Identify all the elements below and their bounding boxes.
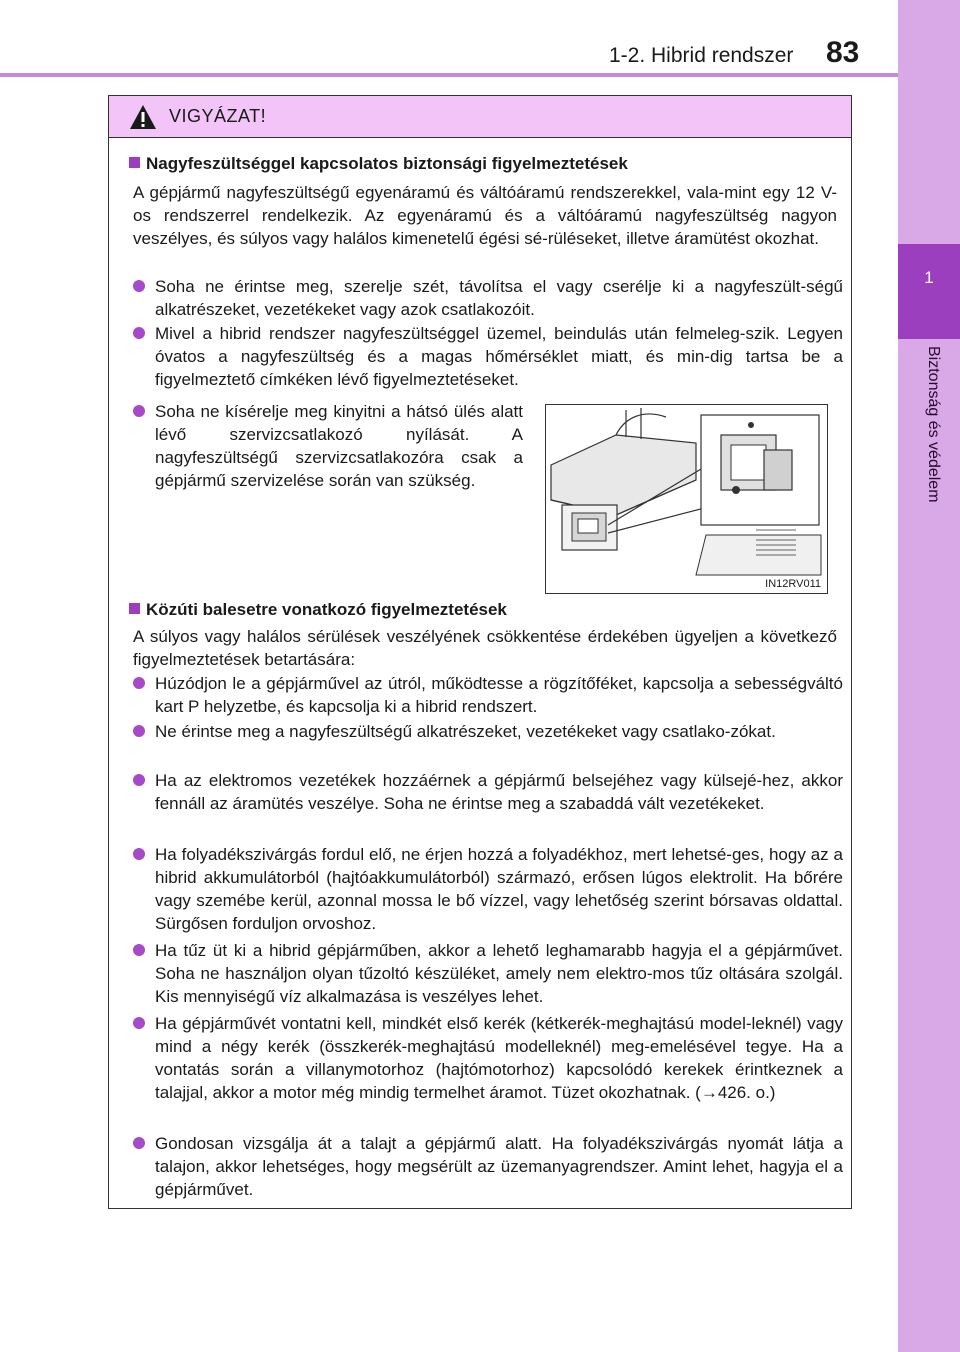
list-item: Mivel a hibrid rendszer nagyfeszültséggel üzemel, beindulás után felmeleg-szik. Legyen óvatos a nagyfeszültség és a magas hőmérséklet miatt, és min-dig tartsa be a figyelmeztető címkéken lévő figyelmeztetéseket. [133,322,843,391]
section-heading-high-voltage: Nagyfeszültséggel kapcsolatos biztonsági figyelmeztetések [129,154,628,174]
figure-code: IN12RV011 [765,578,821,590]
list-item: Soha ne kísérelje meg kinyitni a hátsó ülés alatt lévő szervizcsatlakozó nyílását. A nagyfeszültségű szervizcsatlakozóra csak a gépjármű szervizelése során van szükség. [133,400,523,492]
page-number: 83 [826,36,860,69]
list-item: Ne érintse meg a nagyfeszültségű alkatrészeket, vezetékeket vagy csatlako-zókat. [133,720,843,743]
bullet-icon [133,327,145,339]
list-item: Ha az elektromos vezetékek hozzáérnek a gépjármű belsejéhez vagy külsejé-hez, akkor fennáll az áramütés veszélye. Soha ne érintse meg a szabaddá vált vezetékeket. [133,769,843,815]
bullet-icon [133,944,145,956]
bullet-icon [133,848,145,860]
list-item: Húzódjon le a gépjárművel az útról, működtesse a rögzítőféket, kapcsolja a sebességváltó kart P helyzetbe, és kapcsolja ki a hibrid rendszert. [133,672,843,718]
list-item: Ha gépjárművét vontatni kell, mindkét első kerék (kétkerék-meghajtású model-leknél) vagy mind a négy kerék (összkerék-meghajtású modelleknél) meg-emelésével tegye. Ha a vontatás során a villanymotorhoz (hajtómotorhoz) kapcsolódó kerekek érintkeznek a talajjal, akkor a motor még mindig termelhet áramot. Tüzet okozhatnak. (→426. o.) [133,1012,843,1104]
bullet-icon [133,280,145,292]
section-intro: A súlyos vagy halálos sérülések veszélyének csökkentése érdekében ügyeljen a következő figyelmeztetések betartására: [133,627,837,669]
list-item: Soha ne érintse meg, szerelje szét, távolítsa el vagy cserélje ki a nagyfeszült-ségű alkatrészeket, vezetékeket vagy azok csatlakozóit. [133,275,843,321]
chapter-number: 1 [924,268,934,287]
warning-title: VIGYÁZAT! [169,106,267,126]
warning-box [108,95,852,1209]
header-rule [0,73,898,77]
section-intro: A gépjármű nagyfeszültségű egyenáramú és váltóáramú rendszerekkel, vala-mint egy 12 V-os rendszerrel rendelkezik. Az egyenáramú és a váltóáramú nagyfeszültség nagyon veszélyes, és súlyos vagy halálos kimenetelű égési sé-rüléseket, illetve áramütést okozhat. [133,183,837,248]
side-tab-marker [898,244,960,339]
section-title: 1-2. Hibrid rendszer [609,44,794,67]
chapter-label: Biztonság és védelem [925,346,942,503]
bullet-icon [133,1137,145,1149]
list-item: Ha folyadékszivárgás fordul elő, ne érjen hozzá a folyadékhoz, mert lehetsé-ges, hogy az a hibrid akkumulátorból (hajtóakkumulátorból) származó, erősen lúgos elektrolit. Ha bőrére vagy szemébe kerül, azonnal mossa le bő vízzel, vagy lehetőség szerint bórsavas oldattal. Sürgősen forduljon orvoshoz. [133,843,843,935]
square-bullet-icon [129,603,140,614]
section-heading-road-accident: Közúti balesetre vonatkozó figyelmeztetések [129,600,507,620]
service-plug-illustration [545,404,828,594]
warning-header [109,96,851,138]
warning-triangle-icon [129,104,157,130]
bullet-icon [133,725,145,737]
bullet-icon [133,405,145,417]
bullet-icon [133,1017,145,1029]
rear-seat-service-plug-drawing [546,405,827,593]
list-item: Gondosan vizsgálja át a talajt a gépjármű alatt. Ha folyadékszivárgás nyomát látja a talajon, akkor lehetséges, hogy megsérült az üzemanyagrendszer. Amint lehet, hagyja el a gépjárművet. [133,1132,843,1201]
square-bullet-icon [129,157,140,168]
side-tab [898,0,960,1352]
list-item: Ha tűz üt ki a hibrid gépjárműben, akkor a lehető leghamarabb hagyja el a gépjárművet. Soha ne használjon olyan tűzoltó készüléket, amely nem elektro-mos tűz oltására szolgál. Kis mennyiségű víz alkalmazása is veszélyes lehet. [133,939,843,1008]
bullet-icon [133,677,145,689]
bullet-icon [133,774,145,786]
